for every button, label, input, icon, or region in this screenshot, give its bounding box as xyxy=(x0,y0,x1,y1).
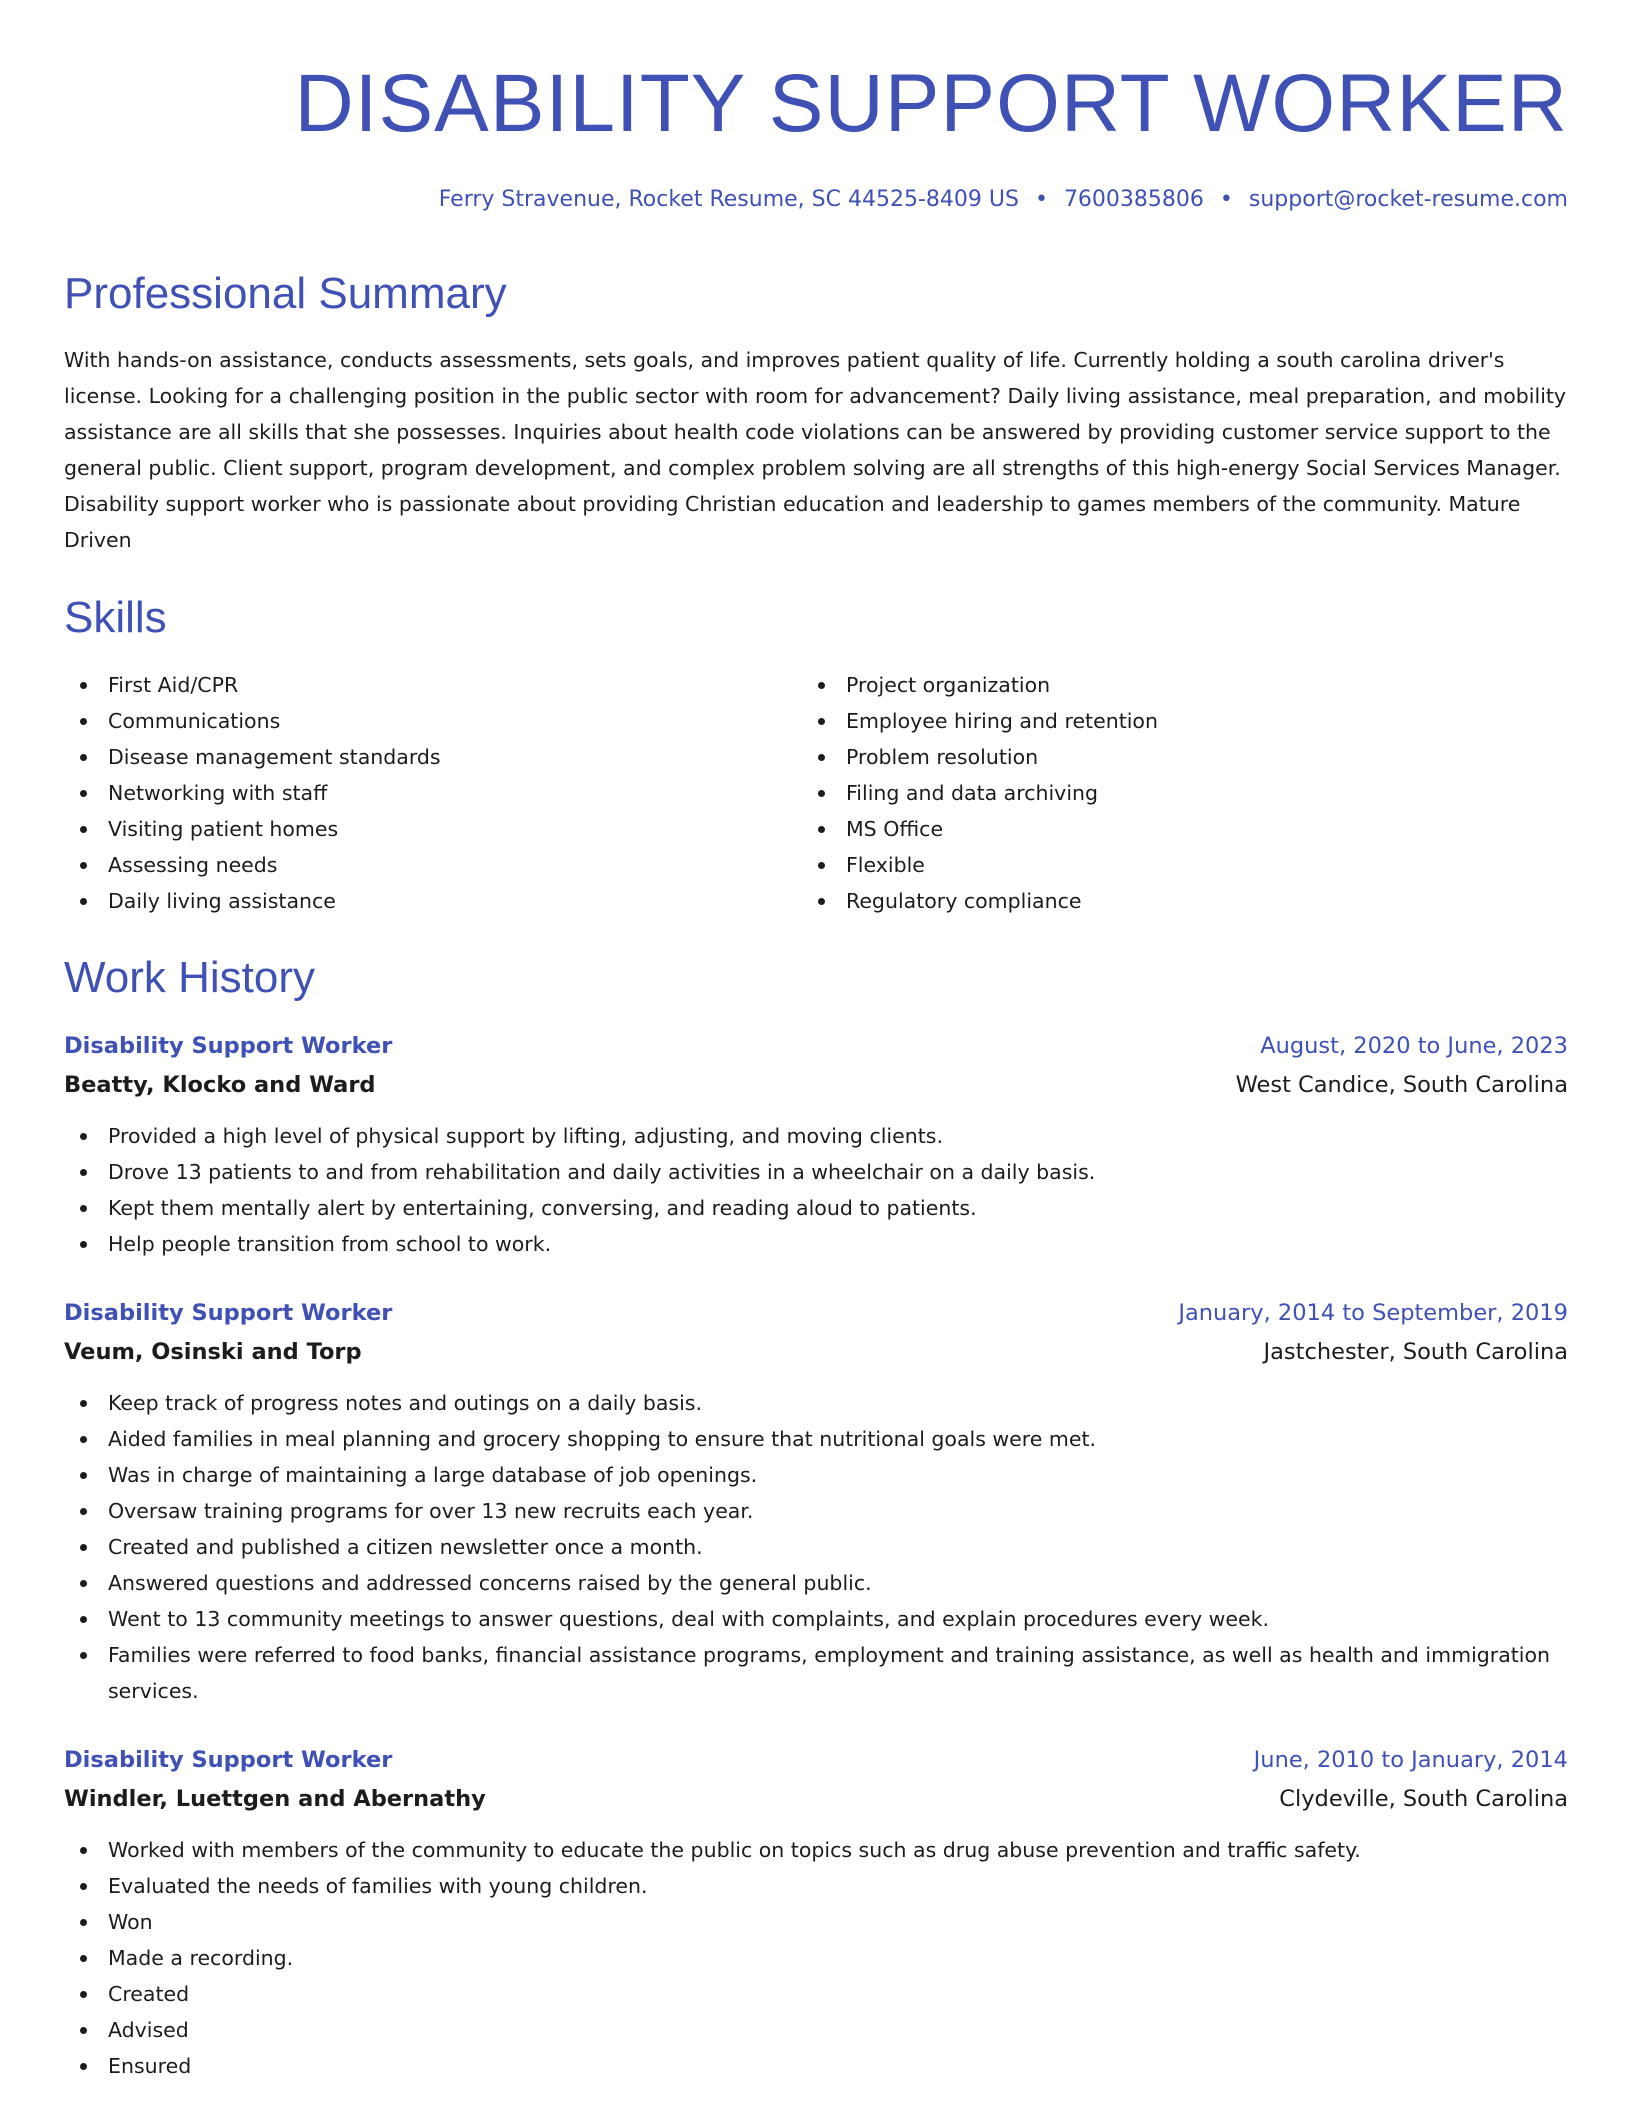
job-title: Disability Support Worker xyxy=(64,1300,393,1327)
job-title: Disability Support Worker xyxy=(64,1033,393,1060)
job-company: Windler, Luettgen and Abernathy xyxy=(64,1786,486,1813)
job-entry xyxy=(64,1033,1568,1262)
job-duty: Ensured xyxy=(64,2048,1568,2084)
job-duty: Provided a high level of physical support by lifting, adjusting, and moving clients. xyxy=(64,1118,1568,1154)
job-duty: Created and published a citizen newsletter once a month. xyxy=(64,1529,1568,1565)
job-duties xyxy=(64,1385,1568,1709)
job-duty: Made a recording. xyxy=(64,1940,1568,1976)
skill-item: Assessing needs xyxy=(64,847,802,883)
contact-separator: • xyxy=(1219,187,1233,212)
job-duty: Families were referred to food banks, financial assistance programs, employment and training assistance, as well as health and immigration services. xyxy=(64,1637,1568,1709)
skills-list-right xyxy=(802,667,1540,919)
resume-title: DISABILITY SUPPORT WORKER xyxy=(294,58,1568,149)
skill-item: MS Office xyxy=(802,811,1540,847)
job-title: Disability Support Worker xyxy=(64,1747,393,1774)
job-duties xyxy=(64,1118,1568,1262)
skills-list-left xyxy=(64,667,802,919)
job-location: West Candice, South Carolina xyxy=(1235,1072,1568,1099)
skill-item: Regulatory compliance xyxy=(802,883,1540,919)
skill-item: Filing and data archiving xyxy=(802,775,1540,811)
work-history-heading: Work History xyxy=(64,953,315,1003)
skills-heading: Skills xyxy=(64,593,167,643)
job-duty: Keep track of progress notes and outings on a daily basis. xyxy=(64,1385,1568,1421)
job-dates: June, 2010 to January, 2014 xyxy=(1253,1747,1568,1774)
skill-item: Communications xyxy=(64,703,802,739)
job-duty: Won xyxy=(64,1904,1568,1940)
job-entry xyxy=(64,1747,1568,2084)
skill-item: Daily living assistance xyxy=(64,883,802,919)
job-company: Veum, Osinski and Torp xyxy=(64,1339,362,1366)
skill-item: First Aid/CPR xyxy=(64,667,802,703)
job-dates: August, 2020 to June, 2023 xyxy=(1260,1033,1568,1060)
job-entry xyxy=(64,1300,1568,1709)
job-header xyxy=(64,1300,1568,1327)
job-duty: Answered questions and addressed concerns raised by the general public. xyxy=(64,1565,1568,1601)
job-subheader xyxy=(64,1786,1568,1813)
job-duty: Advised xyxy=(64,2012,1568,2048)
job-duty: Drove 13 patients to and from rehabilitation and daily activities in a wheelchair on a daily basis. xyxy=(64,1154,1568,1190)
job-duty: Was in charge of maintaining a large database of job openings. xyxy=(64,1457,1568,1493)
job-location: Jastchester, South Carolina xyxy=(1263,1339,1568,1366)
job-duty: Oversaw training programs for over 13 new recruits each year. xyxy=(64,1493,1568,1529)
job-duties xyxy=(64,1832,1568,2084)
job-duty: Evaluated the needs of families with young children. xyxy=(64,1868,1568,1904)
contact-address: Ferry Stravenue, Rocket Resume, SC 44525-8409 US xyxy=(438,187,1019,212)
skill-item: Networking with staff xyxy=(64,775,802,811)
skill-item: Visiting patient homes xyxy=(64,811,802,847)
job-duty: Created xyxy=(64,1976,1568,2012)
summary-heading: Professional Summary xyxy=(64,269,507,319)
job-company: Beatty, Klocko and Ward xyxy=(64,1072,376,1099)
contact-line xyxy=(64,187,1568,213)
job-subheader xyxy=(64,1072,1568,1099)
skill-item: Project organization xyxy=(802,667,1540,703)
job-duty: Went to 13 community meetings to answer questions, deal with complaints, and explain procedures every week. xyxy=(64,1601,1568,1637)
contact-phone: 7600385806 xyxy=(1063,187,1204,212)
skill-item: Employee hiring and retention xyxy=(802,703,1540,739)
job-duty: Aided families in meal planning and grocery shopping to ensure that nutritional goals were met. xyxy=(64,1421,1568,1457)
job-header xyxy=(64,1033,1568,1060)
job-duty: Worked with members of the community to educate the public on topics such as drug abuse prevention and traffic safety. xyxy=(64,1832,1568,1868)
contact-separator: • xyxy=(1034,187,1048,212)
job-duty: Help people transition from school to work. xyxy=(64,1226,1568,1262)
summary-text: With hands-on assistance, conducts assessments, sets goals, and improves patient quality of life. Currently holding a south carolina driver's license. Looking for a challenging position in the public sector with room for advancement? Daily living assistance, meal preparation, and mobility assistance are all skills that she possesses. Inquiries about health code violations can be answered by providing customer service support to the general public. Client support, program development, and complex problem solving are all strengths of this high-energy Social Services Manager. Disability support worker who is passionate about providing Christian education and leadership to games members of the community. Mature Driven xyxy=(64,348,1567,553)
job-duty: Kept them mentally alert by entertaining, conversing, and reading aloud to patients. xyxy=(64,1190,1568,1226)
skill-item: Flexible xyxy=(802,847,1540,883)
skill-item: Disease management standards xyxy=(64,739,802,775)
job-dates: January, 2014 to September, 2019 xyxy=(1178,1300,1568,1327)
contact-email: support@rocket-resume.com xyxy=(1248,187,1568,212)
job-header xyxy=(64,1747,1568,1774)
job-subheader xyxy=(64,1339,1568,1366)
job-location: Clydeville, South Carolina xyxy=(1279,1786,1568,1813)
skill-item: Problem resolution xyxy=(802,739,1540,775)
skills-columns xyxy=(64,667,1568,919)
